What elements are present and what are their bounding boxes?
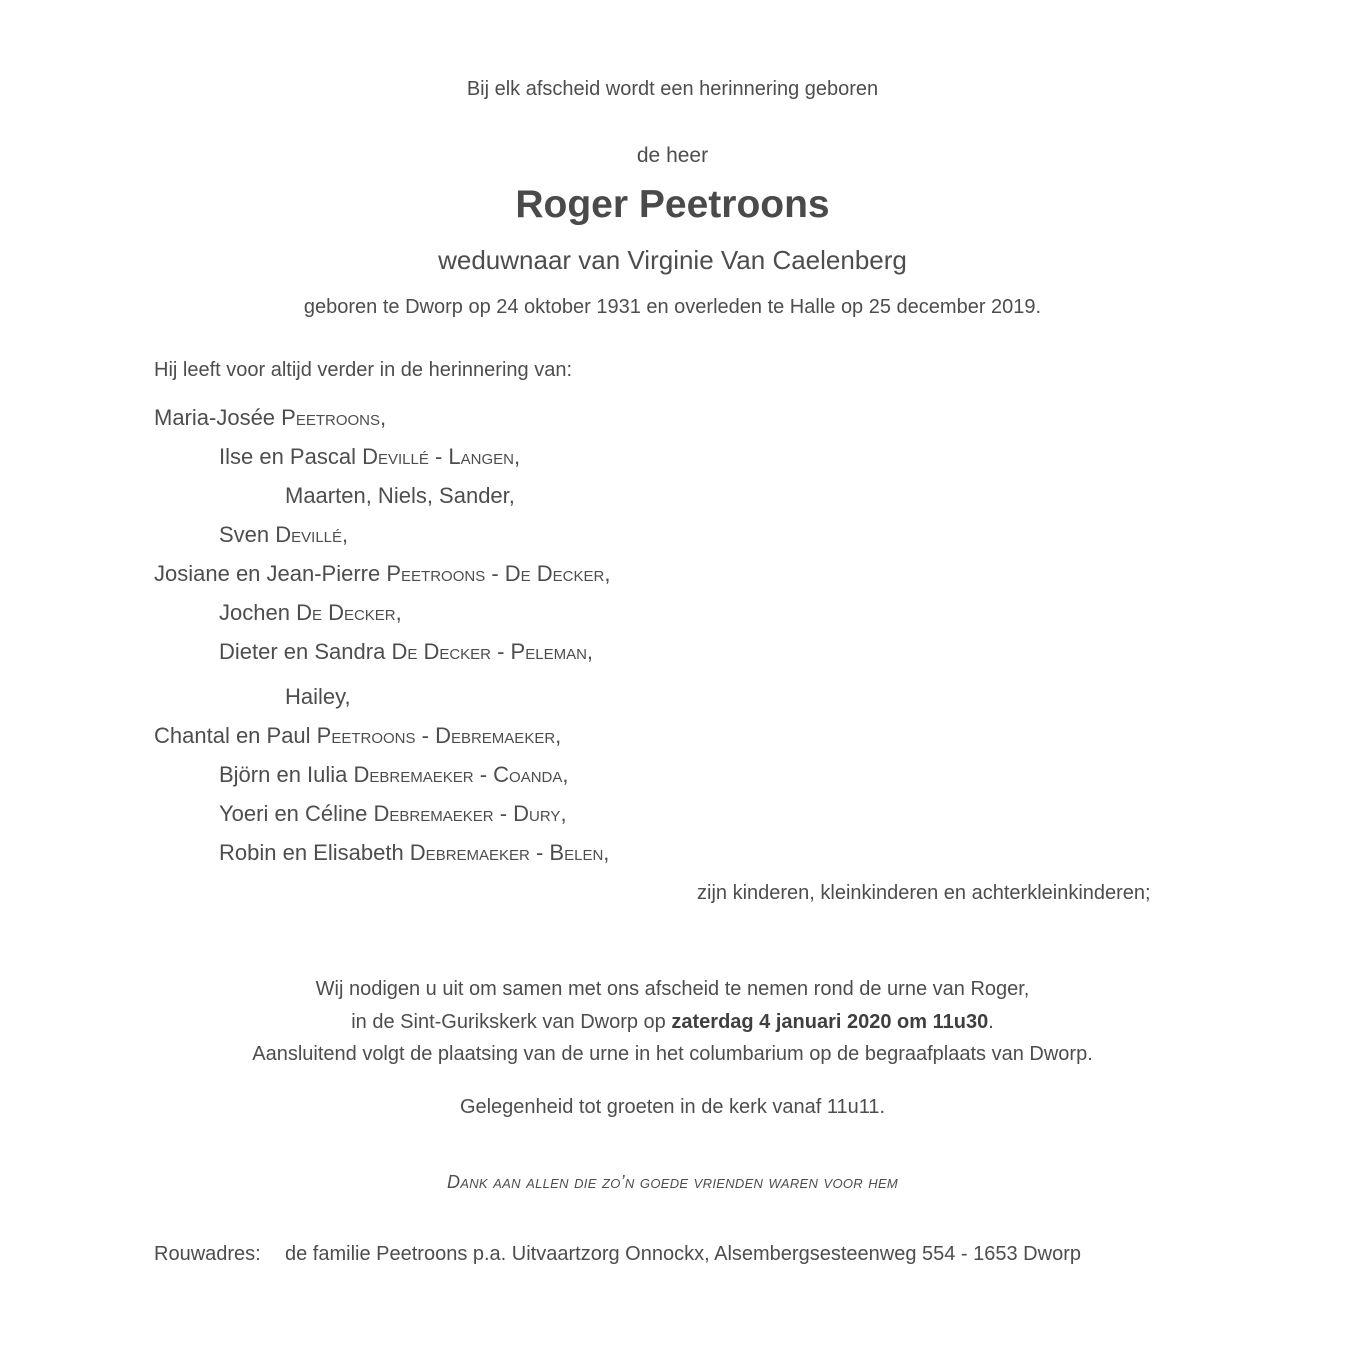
family-member: Björn en Iulia Debremaeker - Coanda,	[219, 762, 569, 787]
family-intro: Hij leeft voor altijd verder in de herinnering van:	[154, 359, 572, 381]
greeting-line: Gelegenheid tot groeten in de kerk vanaf 11u11.	[459, 1096, 886, 1118]
family-member: Maria-Josée Peetroons,	[154, 405, 387, 430]
family-member: Maarten, Niels, Sander,	[285, 483, 515, 508]
motto: Bij elk afscheid wordt een herinnering geboren	[466, 78, 879, 100]
family-member: Jochen De Decker,	[219, 600, 402, 625]
family-member: Ilse en Pascal Devillé - Langen,	[219, 444, 521, 469]
family-member: Hailey,	[285, 684, 351, 709]
title-prefix: de heer	[636, 144, 709, 167]
address-value: de familie Peetroons p.a. Uitvaartzorg Onnockx, Alsembergsesteenweg 554 - 1653 Dworp	[285, 1243, 1081, 1265]
family-member: Sven Devillé,	[219, 522, 349, 547]
spouse-line: weduwnaar van Virginie Van Caelenberg	[438, 245, 907, 275]
birth-death-line: geboren te Dworp op 24 oktober 1931 en overleden te Halle op 25 december 2019.	[303, 296, 1042, 318]
ceremony-date: zaterdag 4 januari 2020 om 11u30	[671, 1010, 989, 1033]
relation-line: zijn kinderen, kleinkinderen en achterkleinkinderen;	[697, 882, 1151, 904]
thanks-line: Dank aan allen die zo’n goede vrienden waren voor hem	[446, 1172, 899, 1192]
family-member: Dieter en Sandra De Decker - Peleman,	[219, 639, 594, 664]
invitation	[0, 973, 1345, 1071]
family-member: Chantal en Paul Peetroons - Debremaeker,	[154, 723, 562, 748]
family-member: Yoeri en Céline Debremaeker - Dury,	[219, 801, 567, 826]
invitation-line-3: Aansluitend volgt de plaatsing van de urne in het columbarium op de begraafplaats van Dworp.	[252, 1043, 1093, 1065]
address-label: Rouwadres:	[154, 1243, 261, 1265]
family-member: Josiane en Jean-Pierre Peetroons - De Decker,	[154, 561, 611, 586]
deceased-name: Roger Peetroons	[515, 183, 830, 226]
family-member: Robin en Elisabeth Debremaeker - Belen,	[219, 840, 610, 865]
invitation-line-2: in de Sint-Gurikskerk van Dworp op zaterdag 4 januari 2020 om 11u30.	[351, 1010, 994, 1033]
invitation-line-1: Wij nodigen u uit om samen met ons afscheid te nemen rond de urne van Roger,	[315, 978, 1030, 1000]
